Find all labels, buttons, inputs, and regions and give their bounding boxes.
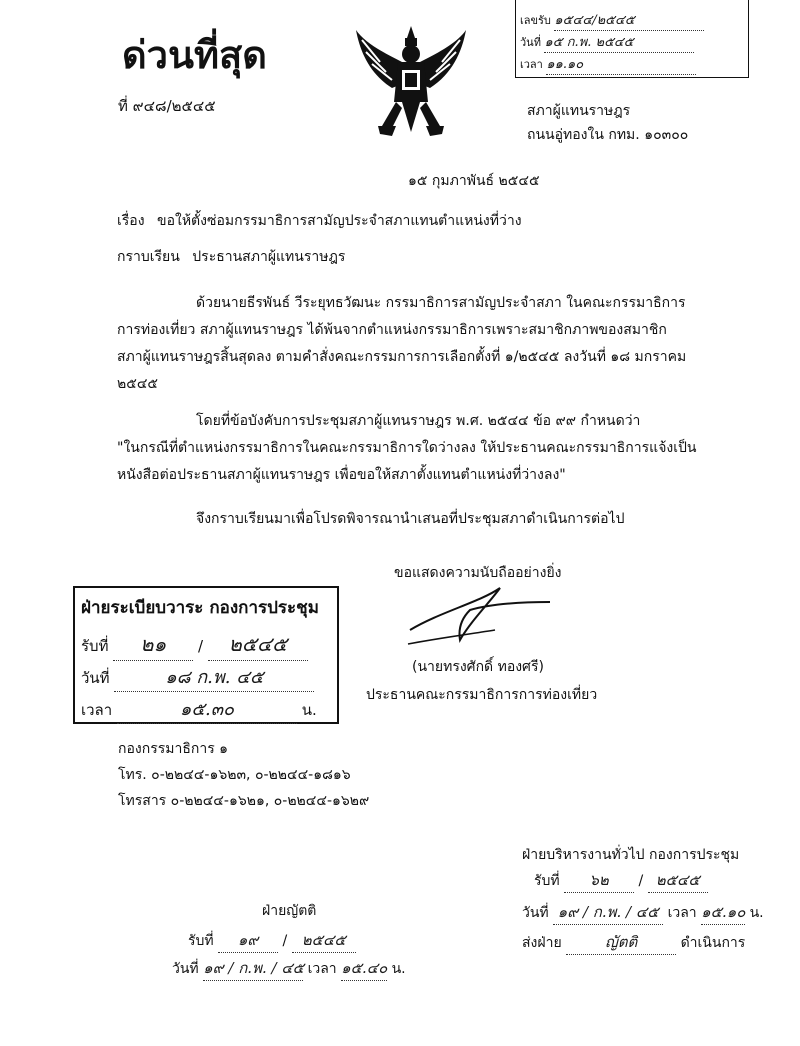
registry-time-suffix: น. xyxy=(301,701,317,719)
signature-drawing xyxy=(400,582,560,652)
contact-fax: โทรสาร ๐-๒๒๔๔-๑๖๒๑, ๐-๒๒๔๔-๑๖๒๙ xyxy=(118,793,370,809)
registry-stamp-title: ฝ่ายระเบียบวาระ กองการประชุม xyxy=(81,598,319,618)
registry-time-label: เวลา xyxy=(81,701,113,719)
registry-recv-label: รับที่ xyxy=(81,637,109,655)
motion-date-label: วันที่ xyxy=(172,961,199,977)
general-time-label: เวลา xyxy=(667,905,697,921)
general-recv-year: ๒๕๔๕ xyxy=(648,868,708,893)
general-send-value: ญัตติ xyxy=(566,930,676,955)
urgent-title: ด่วนที่สุด xyxy=(122,33,267,77)
general-time-suffix: น. xyxy=(749,905,764,921)
registry-time-value: ๑๕.๓๐ xyxy=(117,694,297,724)
top-stamp-label-1: เลขรับ xyxy=(520,14,551,27)
top-received-stamp xyxy=(515,0,749,78)
registry-date-value: ๑๘ ก.พ. ๔๕ xyxy=(114,662,314,692)
registry-stamp: ฝ่ายระเบียบวาระ กองการประชุม รับที่ ๒๑ / ๒๕๔๕ วันที่ ๑๘ ก.พ. ๔๕ เวลา ๑๕.๓๐ น. xyxy=(73,586,339,724)
contact-tel: โทร. ๐-๒๒๔๔-๑๖๒๓, ๐-๒๒๔๔-๑๘๑๖ xyxy=(118,767,351,783)
top-stamp-value-3: ๑๑.๑๐ xyxy=(546,53,696,75)
motion-time-suffix: น. xyxy=(391,961,406,977)
motion-stamp-title: ฝ่ายญัตติ xyxy=(262,903,317,919)
contact-dept: กองกรรมาธิการ ๑ xyxy=(118,741,229,757)
registry-recv-value: ๒๑ xyxy=(113,628,193,661)
general-date-label: วันที่ xyxy=(522,905,549,921)
top-stamp-label-3: เวลา xyxy=(520,58,543,71)
subject-label: เรื่อง xyxy=(117,213,145,229)
closing: ขอแสดงความนับถืออย่างยิ่ง xyxy=(394,565,562,581)
para2-line-1: โดยที่ข้อบังคับการประชุมสภาผู้แทนราษฎร พ.ศ. ๒๕๔๔ ข้อ ๙๙ กำหนดว่า xyxy=(196,413,641,429)
top-stamp-label-2: วันที่ xyxy=(520,36,541,49)
top-stamp-value-1: ๑๕๔๔/๒๕๔๕ xyxy=(554,9,704,31)
para1-line-4: ๒๕๔๕ xyxy=(117,376,159,392)
garuda-emblem-icon xyxy=(352,22,470,140)
registry-date-label: วันที่ xyxy=(81,669,110,687)
para2-line-2: "ในกรณีที่ตำแหน่งกรรมาธิการในคณะกรรมาธิการใดว่างลง ให้ประธานคณะกรรมาธิการแจ้งเป็น xyxy=(117,440,697,456)
general-action: ดำเนินการ xyxy=(680,935,746,951)
general-recv-label: รับที่ xyxy=(534,873,560,889)
document-number: ที่ ๙๔๘/๒๕๔๕ xyxy=(118,97,216,115)
subject-text: ขอให้ตั้งซ่อมกรรมาธิการสามัญประจำสภาแทนตำแหน่งที่ว่าง xyxy=(157,213,522,229)
motion-time-value: ๑๕.๔๐ xyxy=(341,956,387,981)
para1-line-1: ด้วยนายธีรพันธ์ วีระยุทธวัฒนะ กรรมาธิการสามัญประจำสภา ในคณะกรรมาธิการ xyxy=(196,295,686,311)
letter-date: ๑๕ กุมภาพันธ์ ๒๕๔๕ xyxy=(408,173,540,189)
registry-recv-year: ๒๕๔๕ xyxy=(208,628,308,661)
motion-recv-year: ๒๕๔๕ xyxy=(292,928,356,953)
general-stamp-title: ฝ่ายบริหารงานทั่วไป กองการประชุม xyxy=(522,847,740,863)
general-time-value: ๑๕.๑๐ xyxy=(701,900,745,925)
para1-line-2: การท่องเที่ยว สภาผู้แทนราษฎร ได้พ้นจากตำแหน่งกรรมาธิการเพราะสมาชิกภาพของสมาชิก xyxy=(117,322,667,338)
general-send-label: ส่งฝ่าย xyxy=(522,935,562,951)
para2-line-3: หนังสือต่อประธานสภาผู้แทนราษฎร เพื่อขอให้สภาตั้งแทนตำแหน่งที่ว่างลง" xyxy=(117,467,566,483)
general-date-value: ๑๙ / ก.พ. / ๔๕ xyxy=(553,900,663,925)
motion-recv-label: รับที่ xyxy=(188,933,214,949)
sender-org: สภาผู้แทนราษฎร xyxy=(527,103,631,119)
para3: จึงกราบเรียนมาเพื่อโปรดพิจารณานำเสนอที่ประชุมสภาดำเนินการต่อไป xyxy=(196,511,625,527)
motion-time-label: เวลา xyxy=(307,961,337,977)
signer-title: ประธานคณะกรรมาธิการการท่องเที่ยว xyxy=(366,687,598,703)
salutation-text: ประธานสภาผู้แทนราษฎร xyxy=(192,249,346,265)
motion-date-value: ๑๙ / ก.พ. / ๔๕ xyxy=(203,956,303,981)
general-recv-value: ๖๒ xyxy=(564,868,634,893)
sender-address: ถนนอู่ทองใน กทม. ๑๐๓๐๐ xyxy=(527,127,689,143)
para1-line-3: สภาผู้แทนราษฎรสิ้นสุดลง ตามคำสั่งคณะกรรมการการเลือกตั้งที่ ๑/๒๕๔๕ ลงวันที่ ๑๘ มกราคม xyxy=(117,349,687,365)
signer-name: (นายทรงศักดิ์ ทองศรี) xyxy=(412,659,544,675)
salutation-label: กราบเรียน xyxy=(117,249,180,265)
top-stamp-value-2: ๑๕ ก.พ. ๒๕๔๕ xyxy=(544,31,694,53)
motion-recv-value: ๑๙ xyxy=(218,928,278,953)
